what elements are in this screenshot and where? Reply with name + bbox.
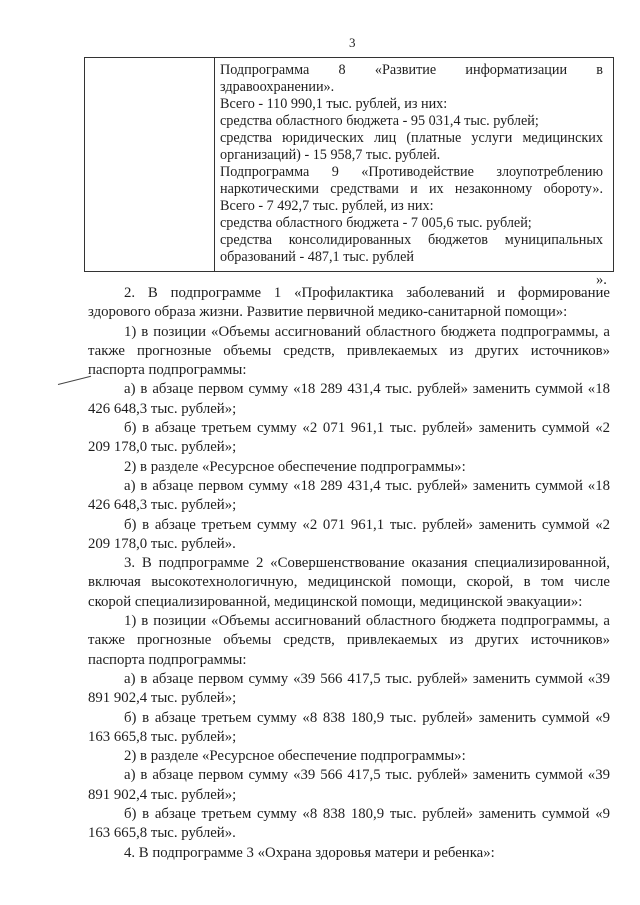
table-line: средства областного бюджета - 95 031,4 тыс. рублей; [220,113,539,129]
table-line: Всего - 7 492,7 тыс. рублей, из них: [220,198,434,214]
table-line: организаций) - 15 958,7 тыс. рублей. [220,147,441,163]
closing-quote: ». [596,272,607,288]
paragraph: б) в абзаце третьем сумму «8 838 180,9 тыс. рублей» заменить суммой «9 163 665,8 тыс. рублей»; [88,709,610,745]
paragraph: а) в абзаце первом сумму «18 289 431,4 тыс. рублей» заменить суммой «18 426 648,3 тыс. рублей»; [88,477,610,514]
paragraph: 2. В подпрограмме 1 «Профилактика заболеваний и формирование здорового образа жизни. Развитие первичной медико-санитарной помощи»: [88,285,610,321]
paragraph: б) в абзаце третьем сумму «8 838 180,9 тыс. рублей» заменить суммой «9 163 665,8 тыс. рублей». [88,806,610,842]
table-line: наркотическими средствами и их незаконному обороту». [220,181,603,197]
document-body [88,284,610,863]
table-line: Всего - 110 990,1 тыс. рублей, из них: [220,96,448,112]
margin-pen-mark [58,376,91,385]
table-line: средства областного бюджета - 7 005,6 тыс. рублей; [220,215,532,231]
paragraph: 1) в позиции «Объемы ассигнований областного бюджета подпрограммы, а также прогнозные объемы средств, привлекаемых из других источников» паспорта подпрограммы: [88,323,610,379]
table-line: Подпрограмма 8 «Развитие информатизации в [220,62,603,78]
paragraph: 2) в разделе «Ресурсное обеспечение подпрограммы»: [124,458,466,475]
paragraph: 1) в позиции «Объемы ассигнований областного бюджета подпрограммы, а также прогнозные объемы средств, привлекаемых из других источников» паспорта подпрограммы: [88,613,610,668]
table-cell-funding [220,62,603,266]
table-line: Подпрограмма 9 «Противодействие злоупотреблению [220,164,603,180]
paragraph: а) в абзаце первом сумму «18 289 431,4 тыс. рублей» заменить суммой «18 426 648,3 тыс. рублей»; [88,381,610,417]
page-number: 3 [349,35,356,50]
table-line: средства консолидированных бюджетов муниципальных [220,232,603,248]
paragraph: 2) в разделе «Ресурсное обеспечение подпрограммы»: [124,748,466,765]
table-fragment [84,57,614,272]
paragraph: а) в абзаце первом сумму «39 566 417,5 тыс. рублей» заменить суммой «39 891 902,4 тыс. рублей»; [88,767,610,803]
paragraph: б) в абзаце третьем сумму «2 071 961,1 тыс. рублей» заменить суммой «2 209 178,0 тыс. рублей». [88,516,610,552]
paragraph: а) в абзаце первом сумму «39 566 417,5 тыс. рублей» заменить суммой «39 891 902,4 тыс. рублей»; [88,670,610,707]
table-line: здравоохранении». [220,79,335,95]
table-line: средства юридических лиц (платные услуги медицинских [220,130,603,146]
table-line: образований - 487,1 тыс. рублей [220,249,414,265]
table-column-divider [214,58,215,271]
paragraph: б) в абзаце третьем сумму «2 071 961,1 тыс. рублей» заменить суммой «2 209 178,0 тыс. рублей»; [88,420,610,456]
paragraph: 4. В подпрограмме 3 «Охрана здоровья матери и ребенка»: [124,844,495,861]
paragraph: 3. В подпрограмме 2 «Совершенствование оказания специализированной, включая высокотехнологичную, медицинской помощи, скорой, в том числе скорой специализированной, медицинской помощи, медицинской эвакуации»: [88,555,610,610]
